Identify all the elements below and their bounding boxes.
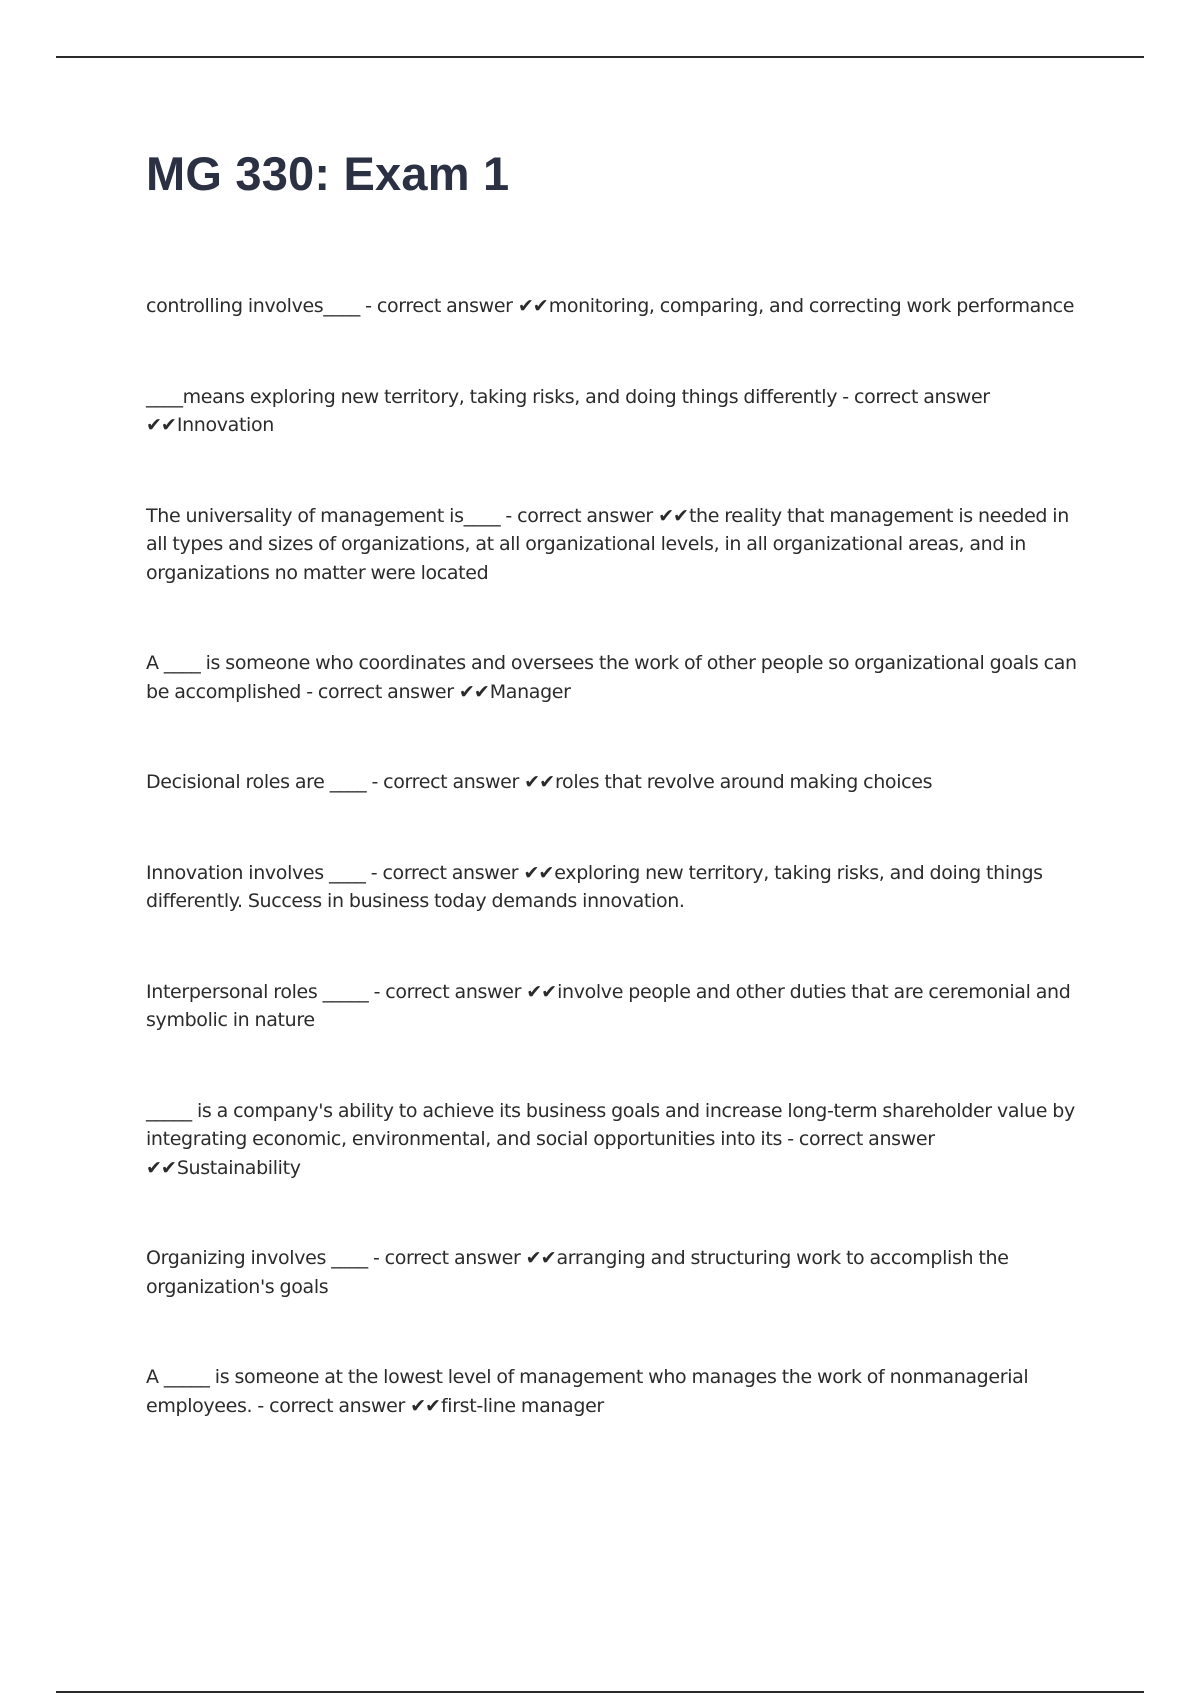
answer-separator: - correct answer bbox=[368, 980, 527, 1003]
answer-text: Innovation bbox=[176, 414, 274, 436]
double-check-icon: ✔✔ bbox=[523, 861, 554, 884]
qa-item bbox=[146, 502, 1086, 588]
answer-separator: - correct answer bbox=[301, 680, 459, 703]
answer-separator: - correct answer bbox=[367, 1247, 526, 1269]
question-text: A _____ is someone at the lowest level of management who manages the work of nonmanagerial employees. bbox=[146, 1366, 1029, 1417]
answer-text: involve people and other duties that are ceremonial and symbolic in nature bbox=[146, 980, 1071, 1031]
double-check-icon: ✔✔ bbox=[146, 1156, 176, 1179]
qa-item bbox=[146, 859, 1086, 916]
qa-item bbox=[146, 1097, 1086, 1183]
answer-separator: - correct answer bbox=[359, 295, 518, 317]
double-check-icon: ✔✔ bbox=[525, 1247, 556, 1269]
question-text: The universality of management is____ bbox=[146, 504, 501, 527]
question-text: controlling involves____ bbox=[146, 295, 360, 317]
answer-separator: - correct answer bbox=[365, 861, 524, 884]
question-text: Decisional roles are ____ bbox=[146, 771, 367, 793]
qa-item bbox=[146, 292, 1086, 321]
answer-separator: - correct answer bbox=[366, 771, 525, 793]
answer-separator: - correct answer bbox=[782, 1128, 935, 1150]
qa-list bbox=[146, 292, 1086, 1482]
question-text: Organizing involves ____ bbox=[146, 1247, 368, 1269]
top-divider bbox=[56, 56, 1144, 58]
double-check-icon: ✔✔ bbox=[410, 1394, 440, 1417]
answer-separator: - correct answer bbox=[500, 504, 659, 527]
qa-item bbox=[146, 978, 1086, 1035]
answer-text: arranging and structuring work to accomplish the organization's goals bbox=[146, 1247, 1009, 1298]
question-text: ____means exploring new territory, taking risks, and doing things differently bbox=[146, 385, 838, 408]
qa-item bbox=[146, 383, 1086, 440]
bottom-divider bbox=[56, 1691, 1144, 1693]
double-check-icon: ✔✔ bbox=[526, 980, 557, 1003]
qa-item bbox=[146, 1244, 1086, 1301]
answer-text: first-line manager bbox=[440, 1394, 604, 1417]
qa-item bbox=[146, 768, 1086, 797]
question-text: Innovation involves ____ bbox=[146, 861, 366, 884]
double-check-icon: ✔✔ bbox=[524, 771, 555, 793]
page-title: MG 330: Exam 1 bbox=[146, 147, 510, 200]
question-text: _____ is a company's ability to achieve its business goals and increase long-term shareholder value by integrating economic, environmental, and social opportunities into its bbox=[146, 1099, 1075, 1150]
answer-text: exploring new territory, taking risks, and doing things differently. Success in business today demands innovation. bbox=[146, 861, 1043, 912]
question-text: Interpersonal roles _____ bbox=[146, 980, 369, 1003]
answer-text: Sustainability bbox=[176, 1156, 301, 1179]
answer-separator: - correct answer bbox=[252, 1394, 411, 1417]
answer-separator: - correct answer bbox=[837, 385, 990, 408]
double-check-icon: ✔✔ bbox=[458, 680, 489, 703]
answer-text: Manager bbox=[489, 680, 571, 703]
double-check-icon: ✔✔ bbox=[146, 414, 176, 436]
double-check-icon: ✔✔ bbox=[658, 504, 688, 527]
answer-text: monitoring, comparing, and correcting work performance bbox=[548, 295, 1075, 317]
answer-text: roles that revolve around making choices bbox=[555, 771, 933, 793]
question-text: A ____ is someone who coordinates and oversees the work of other people so organizational goals can be accomplished bbox=[146, 652, 1077, 703]
qa-item bbox=[146, 649, 1086, 706]
qa-item bbox=[146, 1363, 1086, 1420]
double-check-icon: ✔✔ bbox=[517, 295, 548, 317]
answer-text: the reality that management is needed in all types and sizes of organizations, at all organizational levels, in all organizational areas, and in organizations no matter were located bbox=[146, 504, 1069, 584]
